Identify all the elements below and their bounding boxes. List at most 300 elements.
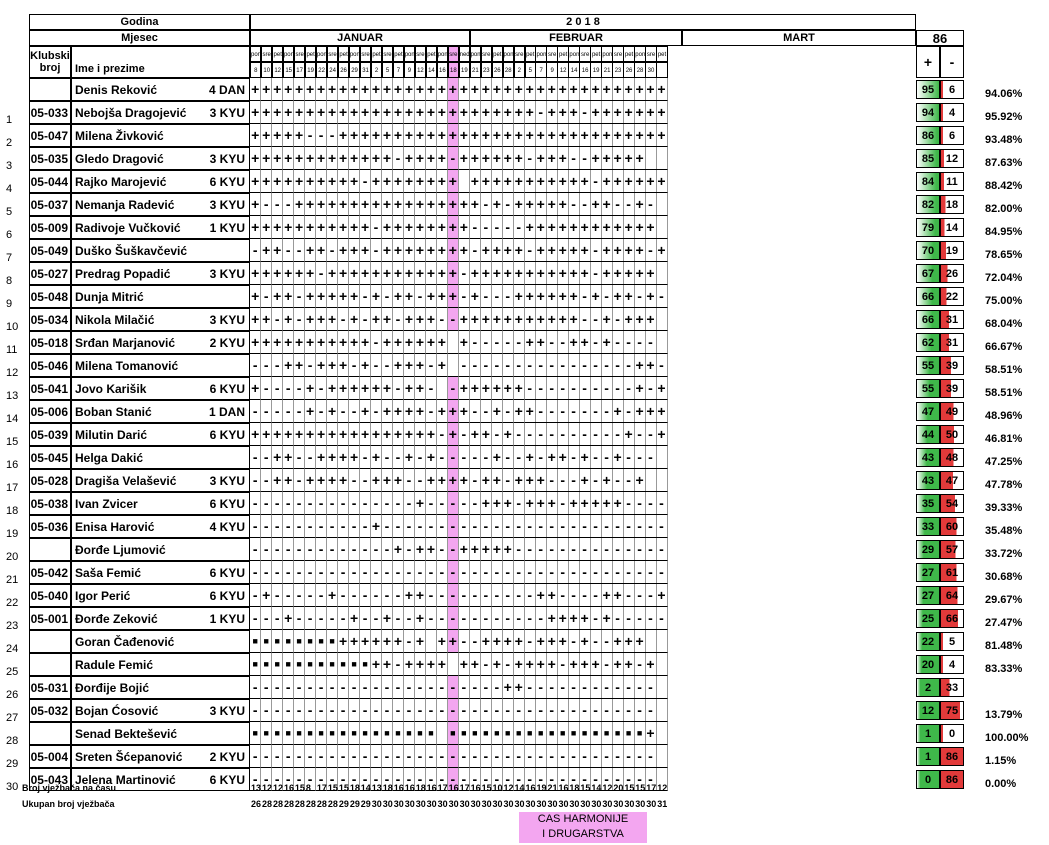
attendance-cell: + — [415, 653, 426, 676]
attendance-cell: + — [492, 446, 503, 469]
attendance-cell: + — [557, 124, 568, 147]
attendance-cell: + — [579, 492, 590, 515]
attendance-cell: + — [371, 78, 382, 101]
attendance-cell: + — [305, 170, 316, 193]
attendance-cell: + — [382, 216, 393, 239]
attendance-cell: ■ — [316, 653, 327, 676]
attendance-cell: + — [437, 262, 448, 285]
plus-count: 0 — [916, 770, 940, 789]
attendance-cell: + — [634, 170, 645, 193]
attendance-cell: + — [404, 124, 415, 147]
attendance-cell: + — [338, 354, 349, 377]
attendance-cell: - — [656, 538, 667, 561]
attendance-cell: - — [546, 768, 557, 791]
member-id: 05-039 — [29, 423, 71, 446]
attendance-cell: - — [590, 630, 601, 653]
attendance-cell: - — [535, 676, 546, 699]
attendance-cell: - — [404, 515, 415, 538]
attendance-cell: + — [261, 124, 272, 147]
attendance-cell: + — [316, 216, 327, 239]
minus-count: 31 — [940, 333, 964, 352]
attendance-cell: - — [272, 676, 283, 699]
attendance-cell: - — [382, 446, 393, 469]
attendance-cell: - — [382, 492, 393, 515]
attendance-cell: - — [503, 515, 514, 538]
attendance-cell: - — [590, 239, 601, 262]
member-rank: 6 KYU — [209, 772, 245, 787]
attendance-cell: - — [349, 469, 360, 492]
attendance-cell: + — [546, 193, 557, 216]
attendance-cell: + — [316, 354, 327, 377]
attendance-cell: - — [404, 745, 415, 768]
attendance-cell: + — [327, 584, 338, 607]
attendance-cell: - — [590, 377, 601, 400]
attendance-cell: + — [371, 262, 382, 285]
attendance-cell: + — [623, 630, 634, 653]
attendance-cell: - — [305, 515, 316, 538]
attendance-cell: + — [250, 78, 261, 101]
attendance-cell: ■ — [294, 630, 305, 653]
member-name: Milena Tomanović — [75, 358, 179, 373]
member-rank: 6 KYU — [209, 496, 245, 511]
attendance-cell: - — [590, 469, 601, 492]
weekday-cell: pon — [568, 46, 579, 62]
attendance-cell: - — [590, 423, 601, 446]
attendance-cell: - — [623, 331, 634, 354]
date-cell: 12 — [557, 62, 568, 78]
attendance-cell: + — [349, 193, 360, 216]
attendance-cell: - — [316, 538, 327, 561]
attendance-cell: - — [470, 354, 481, 377]
attendance-cell: ■ — [612, 722, 623, 745]
attendance-cell: + — [459, 216, 470, 239]
attendance-cell: + — [535, 124, 546, 147]
minus-count: 12 — [940, 149, 964, 168]
attendance-cell: + — [503, 147, 514, 170]
attendance-cell: + — [503, 676, 514, 699]
attendance-cell: - — [503, 446, 514, 469]
minus-count: 50 — [940, 425, 964, 444]
member-name: Goran Čađenović — [75, 634, 175, 649]
attendance-cell: - — [481, 607, 492, 630]
attendance-cell: - — [579, 423, 590, 446]
member-name: Jovo Karišik — [75, 381, 147, 396]
attendance-cell: + — [261, 216, 272, 239]
attendance-cell — [656, 699, 667, 722]
plus-count: 84 — [916, 172, 940, 191]
member-rank: 3 KYU — [209, 473, 245, 488]
attendance-cell: - — [492, 285, 503, 308]
date-cell: 26 — [623, 62, 634, 78]
attendance-cell: + — [514, 239, 525, 262]
plus-count: 35 — [916, 494, 940, 513]
attendance-cell: - — [601, 354, 612, 377]
attendance-cell: + — [514, 630, 525, 653]
date-cell: 16 — [437, 62, 448, 78]
attendance-cell: - — [250, 561, 261, 584]
minus-count: 39 — [940, 356, 964, 375]
attendance-percent: 83.33% — [985, 663, 1023, 675]
attendance-cell: - — [645, 561, 656, 584]
attendance-cell: + — [568, 492, 579, 515]
attendance-cell: + — [371, 630, 382, 653]
member-name-cell — [71, 285, 250, 308]
attendance-cell: + — [656, 423, 667, 446]
attendance-cell: - — [283, 492, 294, 515]
attendance-cell: + — [514, 653, 525, 676]
row-number: 16 — [6, 459, 19, 471]
attendance-cell: + — [382, 101, 393, 124]
attendance-cell: - — [579, 676, 590, 699]
attendance-cell: + — [404, 584, 415, 607]
attendance-cell: + — [261, 331, 272, 354]
ukupan-value: 30 — [514, 799, 525, 809]
member-name: Milena Živković — [75, 128, 164, 143]
attendance-cell: + — [634, 377, 645, 400]
attendance-cell: + — [459, 101, 470, 124]
attendance-cell: + — [546, 170, 557, 193]
attendance-cell: + — [349, 78, 360, 101]
attendance-cell: - — [426, 354, 437, 377]
attendance-cell: - — [514, 446, 525, 469]
minus-count: 22 — [940, 287, 964, 306]
attendance-cell: + — [382, 653, 393, 676]
attendance-cell: + — [535, 492, 546, 515]
attendance-cell: + — [393, 216, 404, 239]
attendance-cell: - — [535, 607, 546, 630]
attendance-percent: 78.65% — [985, 249, 1023, 261]
attendance-cell: - — [459, 285, 470, 308]
attendance-cell: + — [645, 216, 656, 239]
attendance-cell: - — [371, 239, 382, 262]
attendance-cell: - — [415, 676, 426, 699]
member-name-cell — [71, 216, 250, 239]
attendance-cell: - — [459, 676, 470, 699]
attendance-cell: + — [415, 607, 426, 630]
attendance-cell: + — [272, 124, 283, 147]
attendance-percent: 46.81% — [985, 433, 1023, 445]
attendance-cell: - — [349, 768, 360, 791]
attendance-cell: - — [634, 331, 645, 354]
attendance-cell: + — [448, 101, 459, 124]
attendance-cell: + — [448, 262, 459, 285]
attendance-cell: - — [645, 538, 656, 561]
attendance-cell: + — [546, 308, 557, 331]
date-cell: 23 — [612, 62, 623, 78]
attendance-cell: - — [437, 584, 448, 607]
member-rank: 3 KYU — [209, 266, 245, 281]
attendance-cell: - — [481, 400, 492, 423]
attendance-cell: - — [261, 561, 272, 584]
ukupan-value: 28 — [261, 799, 272, 809]
attendance-percent: 100.00% — [985, 732, 1029, 744]
attendance-cell: + — [327, 423, 338, 446]
attendance-cell: + — [503, 239, 514, 262]
attendance-cell: + — [634, 262, 645, 285]
ukupan-value: 30 — [437, 799, 448, 809]
attendance-cell: + — [426, 469, 437, 492]
plus-count: 62 — [916, 333, 940, 352]
attendance-cell: - — [612, 676, 623, 699]
attendance-cell: - — [645, 239, 656, 262]
attendance-cell: - — [371, 676, 382, 699]
attendance-cell: ■ — [272, 653, 283, 676]
attendance-cell: - — [503, 607, 514, 630]
attendance-cell — [656, 216, 667, 239]
attendance-cell: + — [590, 78, 601, 101]
attendance-cell: + — [492, 308, 503, 331]
attendance-cell: + — [448, 400, 459, 423]
attendance-cell: - — [634, 561, 645, 584]
date-cell: 24 — [327, 62, 338, 78]
member-id: 05-048 — [29, 285, 71, 308]
attendance-cell: - — [349, 745, 360, 768]
member-id — [29, 653, 71, 676]
attendance-cell: + — [283, 308, 294, 331]
attendance-cell: + — [546, 239, 557, 262]
attendance-cell: - — [612, 745, 623, 768]
attendance-cell: + — [360, 377, 371, 400]
attendance-cell: + — [272, 170, 283, 193]
attendance-cell: + — [382, 78, 393, 101]
attendance-cell: + — [623, 308, 634, 331]
attendance-cell: - — [623, 492, 634, 515]
attendance-cell: - — [634, 423, 645, 446]
attendance-cell: + — [470, 170, 481, 193]
attendance-cell: + — [272, 262, 283, 285]
attendance-cell: + — [645, 308, 656, 331]
member-id: 05-036 — [29, 515, 71, 538]
member-name-cell — [71, 400, 250, 423]
attendance-cell: - — [426, 745, 437, 768]
member-name: Dragiša Velašević — [75, 473, 177, 488]
attendance-cell: + — [294, 170, 305, 193]
attendance-cell: + — [415, 101, 426, 124]
attendance-percent: 39.33% — [985, 502, 1023, 514]
attendance-cell: - — [360, 584, 371, 607]
attendance-cell: + — [415, 423, 426, 446]
member-name-cell — [71, 354, 250, 377]
attendance-cell: + — [349, 423, 360, 446]
date-cell: 2 — [514, 62, 525, 78]
klubski-label: Klubski — [30, 50, 70, 62]
attendance-cell — [645, 469, 656, 492]
ukupan-value: 29 — [349, 799, 360, 809]
attendance-cell: + — [525, 78, 536, 101]
date-cell: 28 — [503, 62, 514, 78]
attendance-cell: + — [349, 170, 360, 193]
attendance-cell: + — [492, 124, 503, 147]
row-number: 4 — [6, 183, 13, 195]
attendance-cell: - — [546, 400, 557, 423]
attendance-cell: + — [404, 147, 415, 170]
attendance-cell: + — [349, 216, 360, 239]
weekday-cell: pon — [404, 46, 415, 62]
row-number: 30 — [6, 781, 19, 793]
attendance-cell: - — [360, 768, 371, 791]
attendance-cell: + — [415, 262, 426, 285]
attendance-cell: + — [645, 722, 656, 745]
member-id: 05-006 — [29, 400, 71, 423]
attendance-cell: - — [503, 653, 514, 676]
attendance-cell: ■ — [557, 722, 568, 745]
attendance-cell: + — [612, 262, 623, 285]
attendance-cell: - — [404, 676, 415, 699]
attendance-cell: + — [557, 147, 568, 170]
attendance-cell: - — [327, 538, 338, 561]
attendance-cell: - — [557, 423, 568, 446]
ukupan-value: 30 — [503, 799, 514, 809]
attendance-cell: + — [415, 377, 426, 400]
attendance-cell — [459, 170, 470, 193]
attendance-cell: - — [601, 653, 612, 676]
attendance-cell: + — [557, 285, 568, 308]
attendance-cell: + — [514, 377, 525, 400]
plus-count: 43 — [916, 448, 940, 467]
attendance-cell: - — [327, 561, 338, 584]
attendance-cell: + — [305, 147, 316, 170]
member-id: 05-028 — [29, 469, 71, 492]
attendance-percent: 75.00% — [985, 295, 1023, 307]
attendance-cell: + — [590, 492, 601, 515]
attendance-cell: + — [261, 239, 272, 262]
attendance-cell: + — [645, 285, 656, 308]
attendance-cell: ■ — [327, 653, 338, 676]
attendance-cell: + — [645, 124, 656, 147]
attendance-cell: + — [393, 400, 404, 423]
attendance-cell: - — [305, 768, 316, 791]
minus-header: - — [940, 46, 964, 78]
attendance-cell: + — [272, 469, 283, 492]
attendance-cell: + — [503, 262, 514, 285]
attendance-cell: + — [492, 469, 503, 492]
attendance-cell: + — [415, 308, 426, 331]
member-id: 05-001 — [29, 607, 71, 630]
ukupan-value: 29 — [338, 799, 349, 809]
attendance-cell: + — [272, 331, 283, 354]
member-name-cell — [71, 653, 250, 676]
attendance-cell: + — [514, 147, 525, 170]
attendance-cell: + — [623, 101, 634, 124]
attendance-cell: + — [492, 193, 503, 216]
attendance-cell: ■ — [283, 653, 294, 676]
attendance-cell — [656, 193, 667, 216]
ukupan-value: 30 — [613, 799, 624, 809]
attendance-cell: + — [305, 193, 316, 216]
attendance-cell: - — [261, 354, 272, 377]
attendance-cell: - — [404, 492, 415, 515]
attendance-cell: - — [283, 768, 294, 791]
broj-value: 10 — [492, 783, 503, 793]
attendance-cell: - — [261, 768, 272, 791]
attendance-cell: - — [557, 745, 568, 768]
weekday-cell: pet — [492, 46, 503, 62]
attendance-cell: + — [327, 170, 338, 193]
attendance-cell: - — [382, 745, 393, 768]
attendance-cell: + — [645, 170, 656, 193]
attendance-cell: + — [371, 170, 382, 193]
attendance-cell: - — [371, 607, 382, 630]
attendance-cell: - — [294, 308, 305, 331]
row-number: 14 — [6, 413, 19, 425]
attendance-cell: - — [415, 285, 426, 308]
member-name-cell — [71, 538, 250, 561]
date-cell: 7 — [393, 62, 404, 78]
attendance-percent: 88.42% — [985, 180, 1023, 192]
weekday-cell: pet — [393, 46, 404, 62]
attendance-cell: + — [557, 193, 568, 216]
attendance-cell: + — [557, 170, 568, 193]
weekday-cell: pet — [305, 46, 316, 62]
attendance-cell: + — [382, 308, 393, 331]
attendance-cell: - — [590, 515, 601, 538]
member-name: Nemanja Radević — [75, 197, 175, 212]
attendance-cell: + — [514, 101, 525, 124]
broj-vjezbaca-label: Broj vježbača na času — [22, 783, 117, 793]
attendance-percent: 66.67% — [985, 341, 1023, 353]
attendance-cell: + — [371, 423, 382, 446]
attendance-cell: - — [272, 745, 283, 768]
minus-count: 86 — [940, 747, 964, 766]
attendance-cell: - — [316, 699, 327, 722]
attendance-cell: - — [481, 331, 492, 354]
attendance-cell: - — [535, 745, 546, 768]
attendance-cell: + — [371, 308, 382, 331]
attendance-cell: - — [294, 285, 305, 308]
note-line-2: I DRUGARSTVA — [542, 828, 624, 840]
attendance-cell: - — [623, 515, 634, 538]
attendance-cell: + — [481, 630, 492, 653]
attendance-cell: - — [459, 584, 470, 607]
attendance-cell: - — [514, 768, 525, 791]
member-name: Denis Reković — [75, 82, 158, 97]
attendance-cell: - — [590, 745, 601, 768]
attendance-cell: + — [470, 423, 481, 446]
attendance-cell: - — [437, 492, 448, 515]
attendance-cell: + — [448, 193, 459, 216]
attendance-cell: + — [448, 630, 459, 653]
attendance-cell: + — [623, 262, 634, 285]
attendance-cell: - — [535, 446, 546, 469]
attendance-cell: + — [634, 354, 645, 377]
attendance-cell: + — [503, 124, 514, 147]
minus-count: 4 — [940, 655, 964, 674]
attendance-cell: - — [557, 492, 568, 515]
attendance-cell: - — [448, 377, 459, 400]
broj-value: 15 — [580, 783, 591, 793]
attendance-cell: - — [261, 492, 272, 515]
attendance-cell: - — [283, 377, 294, 400]
attendance-cell: - — [503, 216, 514, 239]
attendance-cell: - — [382, 768, 393, 791]
attendance-cell: + — [261, 584, 272, 607]
attendance-cell: - — [601, 630, 612, 653]
attendance-cell: - — [338, 308, 349, 331]
attendance-cell: + — [492, 377, 503, 400]
attendance-cell: - — [426, 584, 437, 607]
member-name-cell — [71, 101, 250, 124]
attendance-cell: + — [437, 400, 448, 423]
attendance-cell: - — [557, 653, 568, 676]
attendance-cell: + — [360, 193, 371, 216]
attendance-cell: - — [568, 377, 579, 400]
attendance-cell: + — [294, 331, 305, 354]
broj-value: 15 — [635, 783, 646, 793]
attendance-cell: + — [283, 262, 294, 285]
attendance-cell: - — [557, 768, 568, 791]
attendance-cell: + — [579, 170, 590, 193]
attendance-cell: + — [579, 469, 590, 492]
